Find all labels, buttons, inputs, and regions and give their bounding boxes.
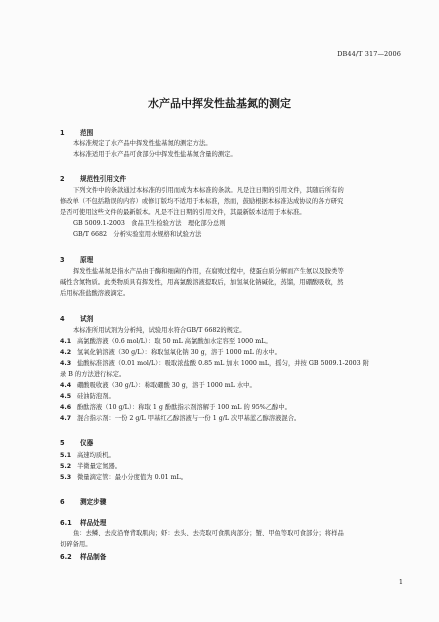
paragraph-line: 修改单（不包括勘误的内容）或修订版均不适用于本标准，然而，鼓励根据本标准达成协议的各方研究	[60, 198, 344, 205]
paragraph-line: 鱼：去鳞、去皮沿脊背取肌肉；虾：去头、去壳取可食肌肉部分；蟹、甲鱼等取可食部分；将样品	[73, 530, 344, 537]
list-item: 5.1 高速均质机。	[60, 452, 115, 459]
paragraph-line: 本标准规定了水产品中挥发性盐基氮的测定方法。	[73, 140, 212, 147]
list-item: 4.6 酚酞溶液（10 g/L）：称取 1 g 酚酞指示剂溶解于 100 mL 的 95%乙醇中。	[60, 404, 291, 411]
document-number: DB44/T 317—2006	[337, 50, 401, 58]
list-item: 5.3 微量滴定管：最小分度值为 0.01 mL。	[60, 474, 188, 481]
subsection-heading-6-1: 6.1 样品处理	[60, 519, 107, 527]
list-item-continuation: 录 B 的方法进行标定。	[60, 371, 126, 378]
page-title: 水产品中挥发性盐基氮的测定	[148, 97, 291, 110]
section-heading-5: 5 仪器	[60, 439, 94, 447]
section-heading-3: 3 原理	[60, 256, 94, 264]
list-item: 4.5 硅油防泡剂。	[60, 393, 115, 400]
paragraph-line: 后用标准盐酸溶液滴定。	[60, 290, 130, 297]
list-item: 4.2 氢氧化钠溶液（30 g/L）：称取氢氧化钠 30 g，溶于 1000 mL 的水中。	[60, 349, 281, 356]
paragraph-line: 下列文件中的条款通过本标准的引用而成为本标准的条款。凡是注日期的引用文件，其随后所有的	[73, 187, 344, 194]
paragraph-line: 挥发性盐基氮是指水产品由于酶和细菌的作用，在腐败过程中，使蛋白质分解而产生氨以及胺类等	[73, 268, 344, 275]
paragraph-line: 是否可使用这些文件的最新版本。凡是不注日期的引用文件，其最新版本适用于本标准。	[60, 209, 306, 216]
paragraph-line: 切碎备用。	[60, 541, 92, 548]
section-heading-4: 4 试剂	[60, 315, 94, 323]
section-heading-2: 2 规范性引用文件	[60, 175, 127, 183]
list-item: 4.7 混合指示剂：一份 2 g/L 甲基红乙醇溶液与一份 1 g/L 次甲基蓝乙醇溶液混合。	[60, 415, 301, 422]
list-item: 4.1 高氯酸溶液（0.6 mol/L）：取 50 mL 高氯酸加水定容至 1000 mL。	[60, 338, 272, 345]
section-heading-1: 1 范围	[60, 129, 94, 137]
list-item: 4.3 盐酸标准溶液（0.01 mol/L）：吸取浓盐酸 0.85 mL 加水 1000 mL，摇匀，并按 GB 5009.1-2003 附	[60, 360, 369, 367]
subsection-heading-6-2: 6.2 样品制备	[60, 553, 107, 561]
paragraph-line: 碱性含氮物质。此类物质具有挥发性，用高氯酸溶液提取后，加氢氧化钠碱化，蒸馏，用硼酸吸收，然	[60, 279, 344, 286]
paragraph-line: 本标准适用于水产品可食部分中挥发性盐基氮含量的测定。	[73, 151, 237, 158]
reference-line: GB 5009.1-2003 食品卫生检验方法 理化部分总则	[73, 220, 226, 227]
page-number: 1	[398, 578, 403, 586]
reference-line: GB/T 6682 分析实验室用水规格和试验方法	[73, 231, 202, 238]
list-item: 4.4 硼酸吸收液（30 g/L）：称取硼酸 30 g，溶于 1000 mL 水中。	[60, 382, 256, 389]
section-heading-6: 6 测定步骤	[60, 498, 107, 506]
list-item: 5.2 半微量定氮器。	[60, 463, 122, 470]
paragraph-line: 本标准所用试剂为分析纯，试验用水符合GB/T 6682的规定。	[73, 327, 246, 334]
